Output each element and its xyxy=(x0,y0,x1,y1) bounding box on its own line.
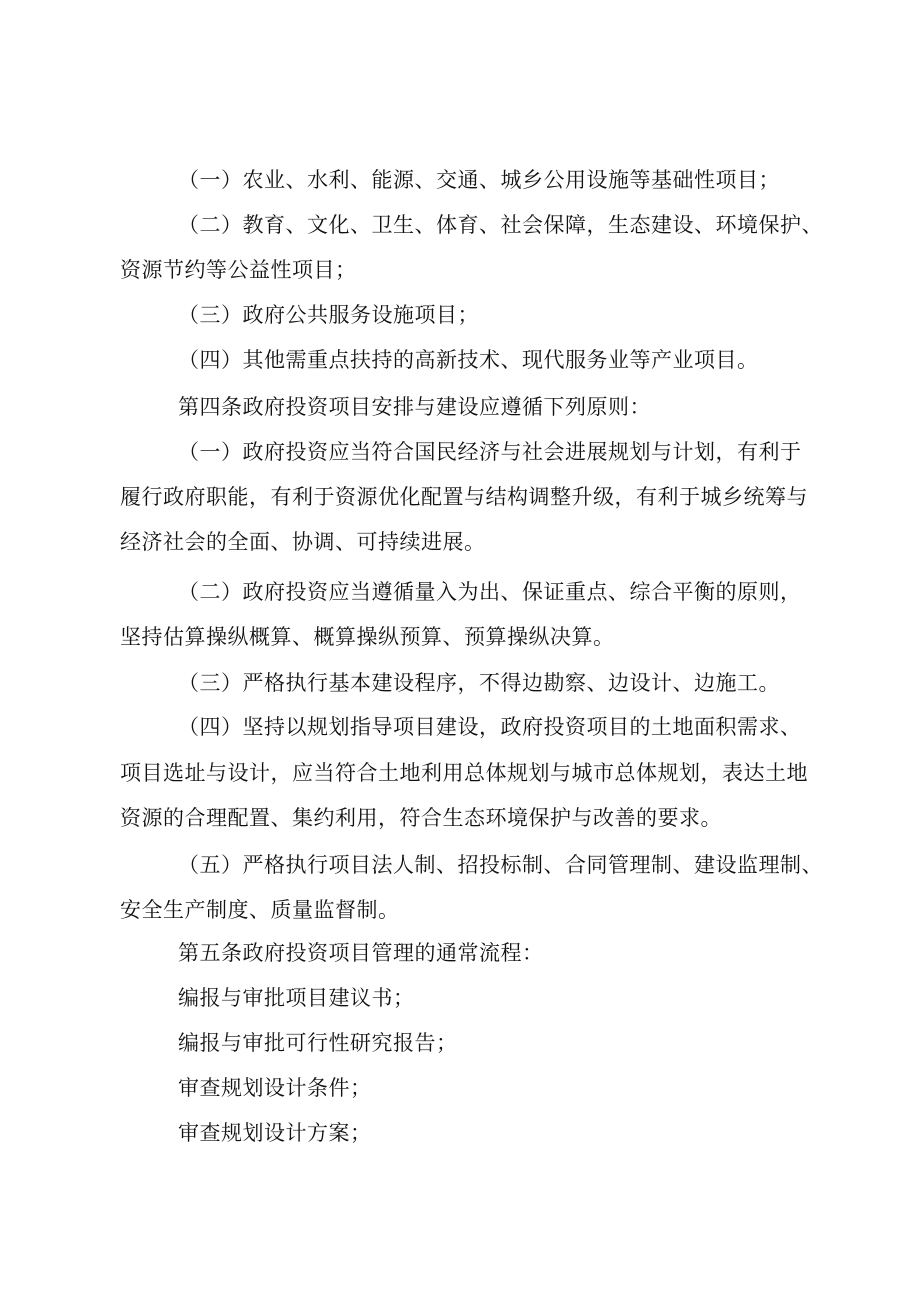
text-line-item-2-5-cont: 安全生产制度、质量监督制。 xyxy=(120,898,400,922)
text-line-item-2-1: （一）政府投资应当符合国民经济与社会进展规划与计划，有利于 xyxy=(178,440,802,464)
text-line-item-2-2-cont: 坚持估算操纵概算、概算操纵预算、预算操纵决算。 xyxy=(120,625,615,649)
text-line-item-2-4: （四）坚持以规划指导项目建设，政府投资项目的土地面积需求、 xyxy=(178,715,802,739)
text-line-step-2: 编报与审批可行性研究报告； xyxy=(178,1031,458,1055)
text-line-item-2-3: （三）严格执行基本建设程序，不得边勘察、边设计、边施工。 xyxy=(178,671,780,695)
text-line-article-5: 第五条政府投资项目管理的通常流程： xyxy=(178,941,544,965)
text-line-item-2-5: （五）严格执行项目法人制、招投标制、合同管理制、建设监理制、 xyxy=(178,853,823,877)
text-line-item-2-1-cont-b: 经济社会的全面、协调、可持续进展。 xyxy=(120,530,486,554)
text-line-item-1-2: （二）教育、文化、卫生、体育、社会保障，生态建设、环境保护、 xyxy=(178,213,823,237)
text-line-step-4: 审查规划设计方案； xyxy=(178,1121,372,1145)
text-line-item-1-3: （三）政府公共服务设施项目； xyxy=(178,303,479,327)
text-line-item-2-1-cont-a: 履行政府职能，有利于资源优化配置与结构调整升级，有利于城乡统筹与 xyxy=(120,485,808,509)
text-line-item-2-4-cont-a: 项目选址与设计，应当符合土地利用总体规划与城市总体规划，表达土地 xyxy=(120,761,808,785)
text-line-item-2-2: （二）政府投资应当遵循量入为出、保证重点、综合平衡的原则， xyxy=(178,580,802,604)
text-line-item-1-1: （一）农业、水利、能源、交通、城乡公用设施等基础性项目； xyxy=(178,168,780,192)
text-line-item-1-4: （四）其他需重点扶持的高新技术、现代服务业等产业项目。 xyxy=(178,348,759,372)
text-line-step-3: 审查规划设计条件； xyxy=(178,1076,372,1100)
text-line-item-2-4-cont-b: 资源的合理配置、集约利用，符合生态环境保护与改善的要求。 xyxy=(120,806,722,830)
text-line-step-1: 编报与审批项目建议书； xyxy=(178,986,415,1010)
text-line-article-4: 第四条政府投资项目安排与建设应遵循下列原则： xyxy=(178,395,651,419)
text-line-item-1-2-cont: 资源节约等公益性项目； xyxy=(120,258,357,282)
